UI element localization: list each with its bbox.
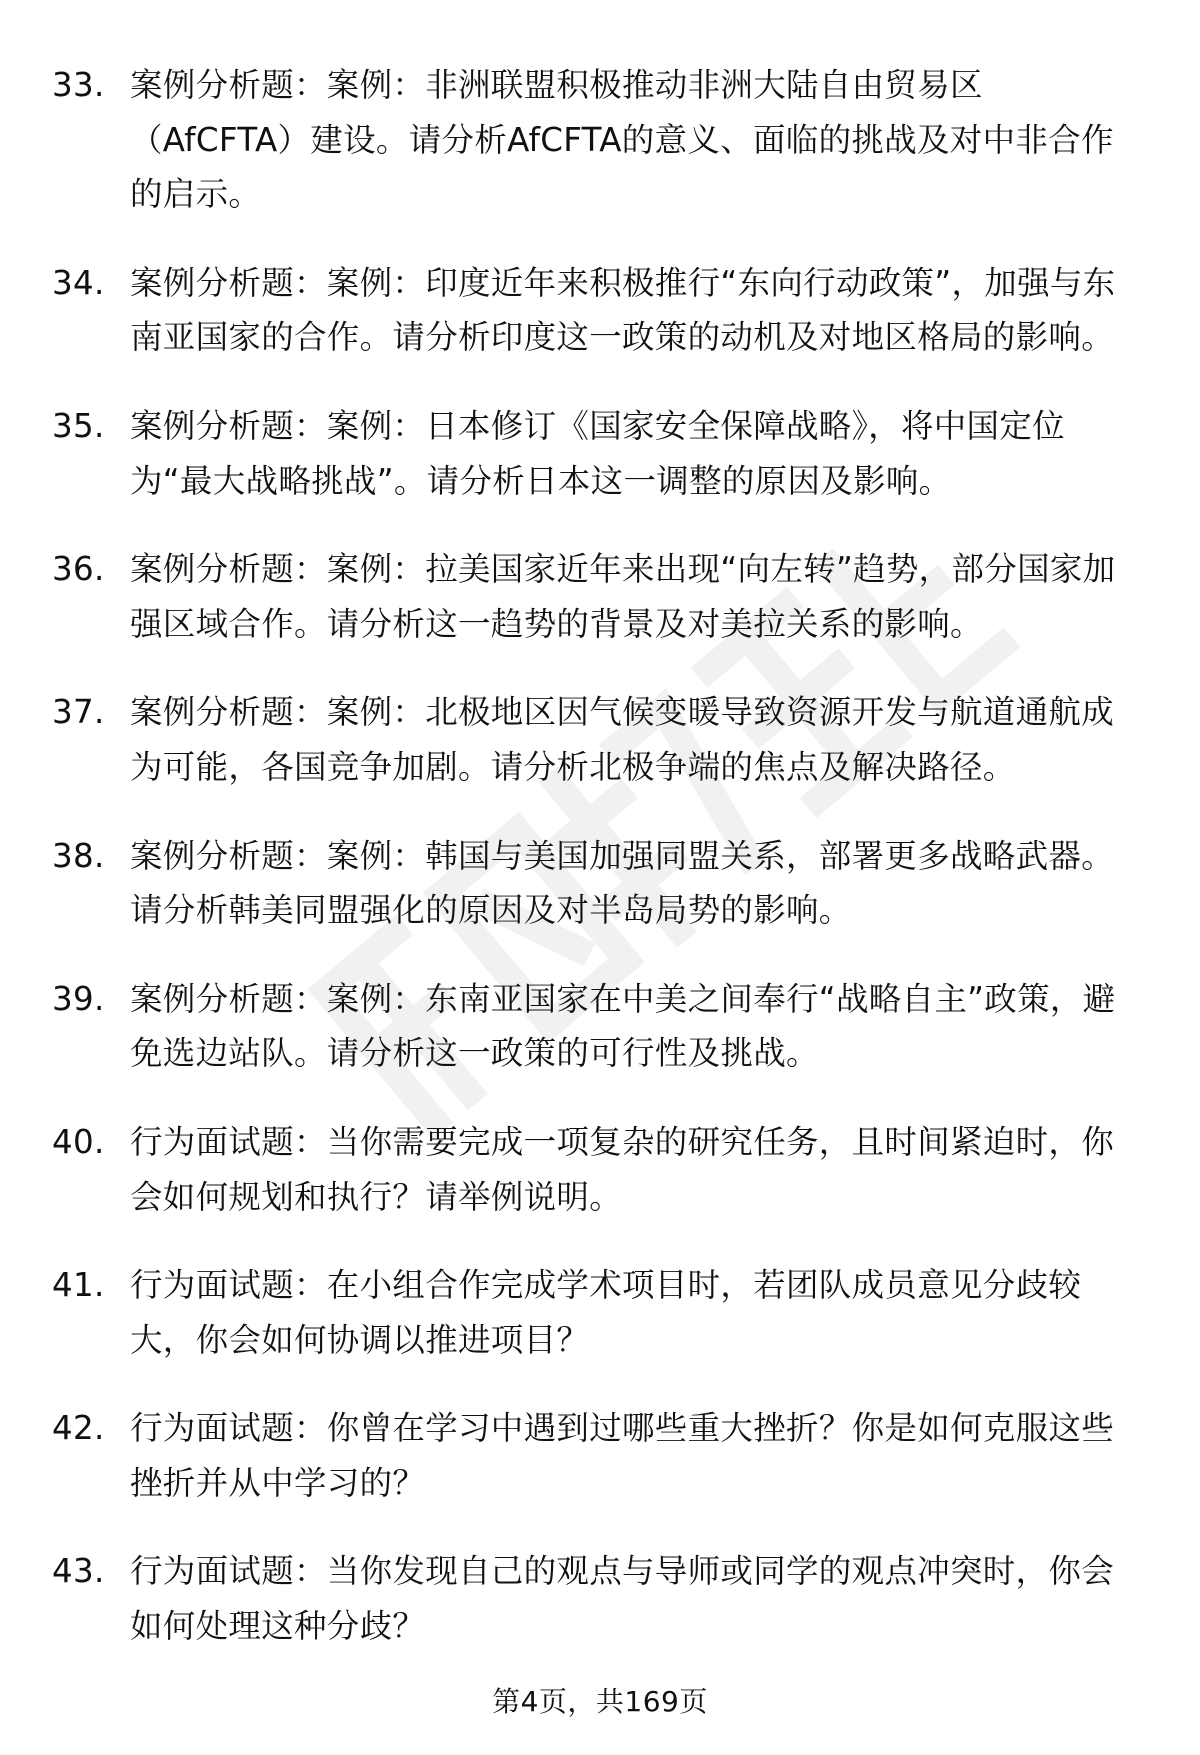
question-text: 行为面试题：当你需要完成一项复杂的研究任务，且时间紧迫时，你会如何规划和执行？请举例说明。 xyxy=(130,1122,1115,1216)
question-item xyxy=(52,685,1144,794)
question-text: 案例分析题：案例：日本修订《国家安全保障战略》，将中国定位为“最大战略挑战”。请分析日本这一调整的原因及影响。 xyxy=(130,406,1065,500)
question-number: 33. xyxy=(52,66,105,104)
question-number: 41. xyxy=(52,1266,105,1305)
question-list xyxy=(52,58,1144,1688)
question-number: 36. xyxy=(52,550,105,589)
question-text: 案例分析题：案例：拉美国家近年来出现“向左转”趋势，部分国家加强区域合作。请分析这一趋势的背景及对美拉关系的影响。 xyxy=(130,550,1116,643)
question-number: 42. xyxy=(52,1409,105,1448)
question-text: 案例分析题：案例：韩国与美国加强同盟关系，部署更多战略武器。请分析韩美同盟强化的原因及对半岛局势的影响。 xyxy=(130,836,1115,930)
question-text: 案例分析题：案例：印度近年来积极推行“东向行动政策”，加强与东南亚国家的合作。请分析印度这一政策的动机及对地区格局的影响。 xyxy=(130,263,1116,357)
question-number: 34. xyxy=(52,263,105,302)
question-number: 37. xyxy=(52,693,105,732)
question-text: 案例分析题：案例：北极地区因气候变暖导致资源开发与航道通航成为可能，各国竞争加剧。请分析北极争端的焦点及解决路径。 xyxy=(130,693,1115,786)
question-text: 案例分析题：案例：非洲联盟积极推动非洲大陆自由贸易区（AfCFTA）建设。请分析AfCFTA的意义、面临的挑战及对中非合作的启示。 xyxy=(130,66,1114,214)
question-number: 40. xyxy=(52,1122,105,1161)
question-number: 35. xyxy=(52,406,105,445)
question-item xyxy=(52,829,1144,938)
question-item xyxy=(52,1115,1144,1224)
question-text: 行为面试题：当你发现自己的观点与导师或同学的观点冲突时，你会如何处理这种分歧？ xyxy=(130,1552,1115,1646)
question-item xyxy=(52,972,1144,1081)
question-text: 案例分析题：案例：东南亚国家在中美之间奉行“战略自主”政策，避免选边站队。请分析这一政策的可行性及挑战。 xyxy=(130,979,1116,1073)
question-number: 39. xyxy=(52,979,105,1018)
question-number: 38. xyxy=(52,836,105,875)
question-item xyxy=(52,1401,1144,1510)
question-item xyxy=(52,1544,1144,1653)
question-item xyxy=(52,58,1144,222)
question-item xyxy=(52,399,1144,508)
question-text: 行为面试题：你曾在学习中遇到过哪些重大挫折？你是如何克服这些挫折并从中学习的？ xyxy=(130,1409,1115,1502)
question-item xyxy=(52,542,1144,651)
page-footer xyxy=(0,1680,1200,1720)
question-number: 43. xyxy=(52,1552,105,1591)
question-item xyxy=(52,1258,1144,1367)
question-text: 行为面试题：在小组合作完成学术项目时，若团队成员意见分歧较大，你会如何协调以推进项目？ xyxy=(130,1266,1082,1359)
page-number-label: 第4页，共169页 xyxy=(492,1685,708,1718)
question-item xyxy=(52,256,1144,365)
